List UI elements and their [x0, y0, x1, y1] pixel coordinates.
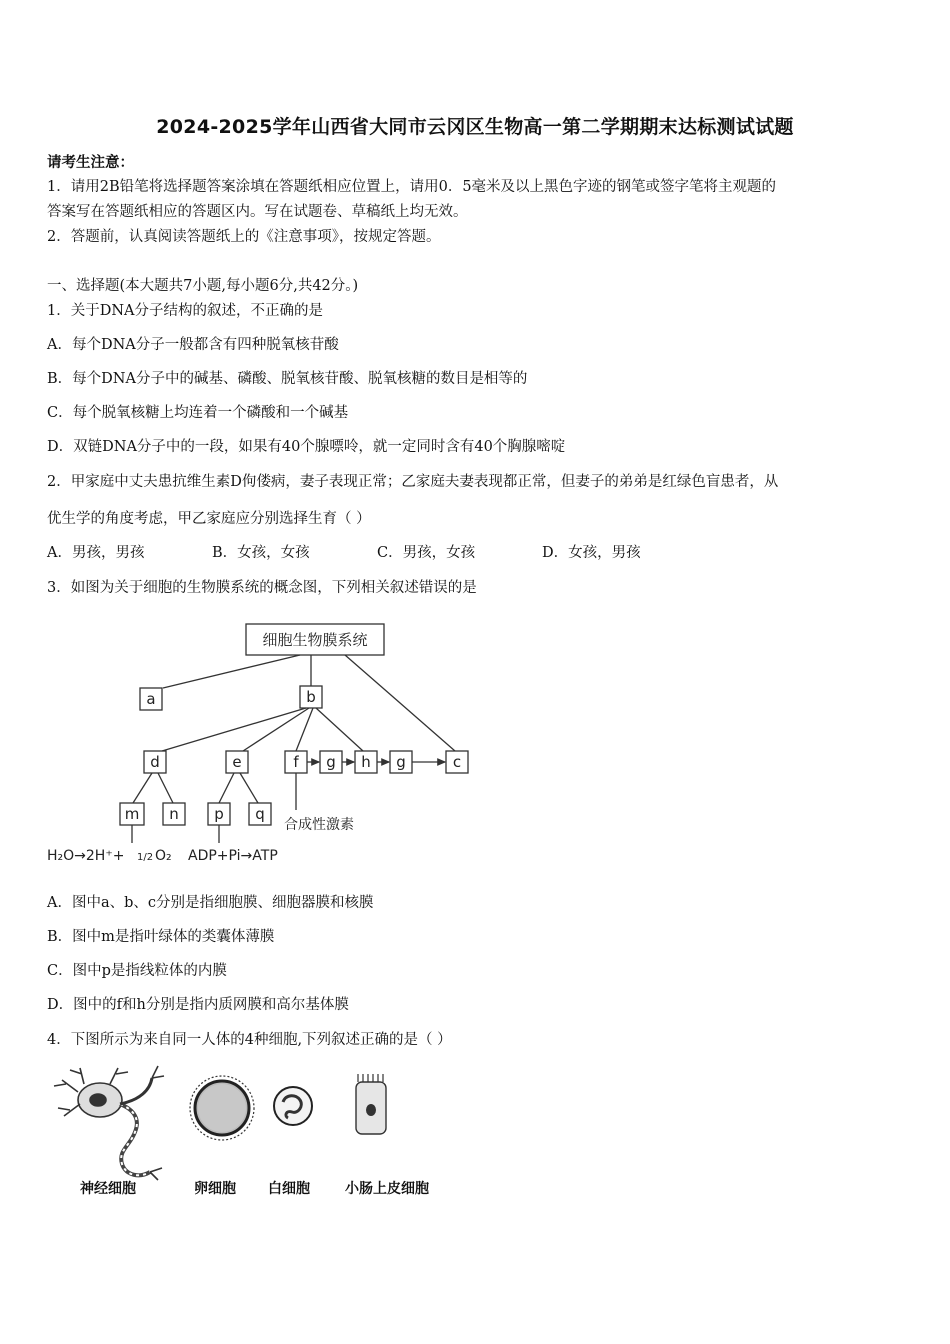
node-label: m [124, 805, 140, 823]
node-label: b [306, 688, 316, 706]
cell-label: 神经细胞 [80, 1181, 136, 1197]
cell-label: 卵细胞 [194, 1181, 236, 1197]
node-label: f [293, 753, 299, 771]
node-label: e [232, 753, 242, 771]
option-c: C．图中p是指线粒体的内膜 [47, 963, 227, 979]
notice-line: 答案写在答题纸相应的答题区内。写在试题卷、草稿纸上均无效。 [47, 204, 468, 220]
section-heading: 一、选择题(本大题共7小题,每小题6分,共42分。) [47, 278, 359, 294]
node-label: g [396, 753, 406, 771]
option-a: A．男孩，男孩 [47, 545, 145, 561]
option-c: C．每个脱氧核糖上均连着一个磷酸和一个碱基 [47, 405, 349, 421]
node-label: a [146, 690, 156, 708]
node-label: h [361, 753, 371, 771]
option-d: D．双链DNA分子中的一段，如果有40个腺嘌呤，就一定同时含有40个胸腺嘧啶 [47, 439, 566, 455]
question-stem: 2．甲家庭中丈夫患抗维生素D佝偻病，妻子表现正常；乙家庭夫妻表现都正常，但妻子的弟弟是红绿色盲患者，从 [47, 474, 779, 490]
equation-m: H₂O→2H⁺+ [47, 848, 125, 864]
node-label: p [214, 805, 224, 823]
node-label: n [169, 805, 179, 823]
equation-p: ADP+Pi→ATP [188, 848, 278, 864]
equation-half: 1/2 [137, 852, 154, 863]
node-label: g [326, 753, 336, 771]
option-d: D．图中的f和h分别是指内质网膜和高尔基体膜 [47, 997, 349, 1013]
notice-line: 2．答题前，认真阅读答题纸上的《注意事项》，按规定答题。 [47, 229, 441, 245]
option-c: C．男孩，女孩 [377, 545, 476, 561]
option-d: D．女孩，男孩 [542, 545, 641, 561]
white-blood-cell-icon [274, 1087, 312, 1125]
notice-header: 请考生注意： [47, 155, 134, 171]
page-title: 2024-2025学年山西省大同市云冈区生物高一第二学期期末达标测试试题 [156, 116, 794, 138]
node-label: c [452, 753, 462, 771]
epithelial-cell-icon [356, 1074, 386, 1134]
hormone-label: 合成性激素 [284, 817, 354, 833]
option-a: A．每个DNA分子一般都含有四种脱氧核苷酸 [47, 337, 339, 353]
question-stem: 4．下图所示为来自同一人体的4种细胞,下列叙述正确的是（ ） [47, 1032, 452, 1048]
node-label: d [150, 753, 160, 771]
option-a: A．图中a、b、c分别是指细胞膜、细胞器膜和核膜 [47, 895, 374, 911]
root-label: 细胞生物膜系统 [262, 631, 368, 649]
option-b: B．每个DNA分子中的碱基、磷酸、脱氧核苷酸、脱氧核糖的数目是相等的 [47, 371, 528, 387]
equation-o2: O₂ [155, 848, 172, 864]
question-stem: 1．关于DNA分子结构的叙述，不正确的是 [47, 303, 324, 319]
egg-cell-icon [190, 1076, 254, 1140]
question-stem: 优生学的角度考虑，甲乙家庭应分别选择生育（ ） [47, 511, 371, 527]
node-label: q [255, 805, 265, 823]
membrane-concept-diagram [0, 600, 950, 880]
option-b: B．图中m是指叶绿体的类囊体薄膜 [47, 929, 275, 945]
question-stem: 3．如图为关于细胞的生物膜系统的概念图，下列相关叙述错误的是 [47, 580, 477, 596]
option-b: B．女孩，女孩 [212, 545, 310, 561]
notice-line: 1．请用2B铅笔将选择题答案涂填在答题纸相应位置上，请用0．5毫米及以上黑色字迹的钢笔或签字笔将主观题的 [47, 179, 777, 195]
cell-label: 小肠上皮细胞 [345, 1181, 429, 1197]
neuron-icon [54, 1066, 164, 1180]
cell-label: 白细胞 [268, 1181, 310, 1197]
